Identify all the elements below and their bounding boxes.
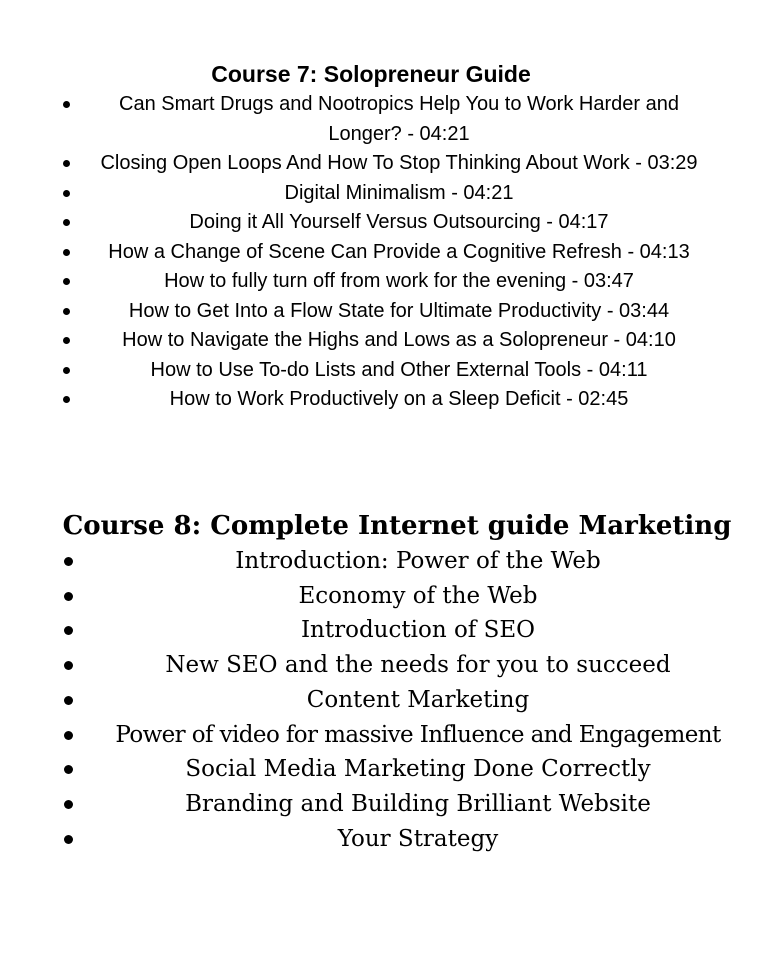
topic-title: New SEO and the needs for you to succeed <box>165 652 671 679</box>
bullet-icon <box>64 696 73 705</box>
bullet-icon <box>64 661 73 670</box>
bullet-icon <box>63 219 70 226</box>
list-item <box>0 90 768 149</box>
list-item <box>0 297 768 327</box>
list-item <box>0 648 768 683</box>
list-item <box>0 544 768 579</box>
list-item <box>0 822 768 857</box>
bullet-icon <box>63 278 70 285</box>
lesson-title: How a Change of Scene Can Provide a Cognitive Refresh - 04:13 <box>108 240 690 263</box>
list-item <box>0 579 768 614</box>
topic-title: Introduction: Power of the Web <box>235 548 601 574</box>
lesson-title: Can Smart Drugs and Nootropics Help You to Work Harder and Longer? - 04:21 <box>119 93 679 145</box>
course-7-section <box>0 58 768 415</box>
lesson-title: Doing it All Yourself Versus Outsourcing - 04:17 <box>189 211 609 233</box>
topic-title: Power of video for massive Influence and Engagement <box>115 721 721 748</box>
bullet-icon <box>64 765 73 774</box>
bullet-icon <box>63 367 70 374</box>
lesson-title: How to Use To-do Lists and Other External Tools - 04:11 <box>150 358 648 381</box>
bullet-icon <box>64 731 73 740</box>
lesson-title: How to fully turn off from work for the evening - 03:47 <box>164 270 634 292</box>
bullet-icon <box>64 835 73 844</box>
bullet-icon <box>63 396 70 403</box>
bullet-icon <box>63 249 70 256</box>
list-item <box>0 238 768 268</box>
bullet-icon <box>64 592 73 601</box>
bullet-icon <box>63 101 70 108</box>
list-item <box>0 752 768 787</box>
bullet-icon <box>63 308 70 315</box>
course-7-lesson-list <box>0 90 768 415</box>
bullet-icon <box>64 626 73 635</box>
list-item <box>0 356 768 386</box>
topic-title: Content Marketing <box>306 686 530 713</box>
bullet-icon <box>63 190 70 197</box>
topic-title: Your Strategy <box>337 825 499 852</box>
list-item <box>0 208 768 238</box>
list-item <box>0 683 768 718</box>
course-8-topic-list <box>0 544 768 856</box>
lesson-title: Digital Minimalism - 04:21 <box>284 181 514 204</box>
topic-title: Economy of the Web <box>298 582 538 609</box>
list-item <box>0 787 768 822</box>
topic-title: Social Media Marketing Done Correctly <box>185 756 651 783</box>
bullet-icon <box>63 160 70 167</box>
list-item <box>0 385 768 415</box>
list-item <box>0 179 768 209</box>
lesson-title: Closing Open Loops And How To Stop Thinking About Work - 03:29 <box>100 152 698 174</box>
course-7-title: Course 7: Solopreneur Guide <box>211 61 531 87</box>
course-8-title: Course 8: Complete Internet guide Marketing <box>62 511 732 541</box>
lesson-title: How to Work Productively on a Sleep Deficit - 02:45 <box>169 388 629 410</box>
course-8-section <box>0 508 768 856</box>
topic-title: Branding and Building Brilliant Website <box>185 790 651 817</box>
lesson-title: How to Navigate the Highs and Lows as a Solopreneur - 04:10 <box>122 329 676 351</box>
bullet-icon <box>64 557 73 566</box>
topic-title: Introduction of SEO <box>300 617 536 644</box>
bullet-icon <box>63 337 70 344</box>
list-item <box>0 149 768 179</box>
list-item <box>0 718 768 753</box>
list-item <box>0 267 768 297</box>
bullet-icon <box>64 800 73 809</box>
list-item <box>0 613 768 648</box>
list-item <box>0 326 768 356</box>
lesson-title: How to Get Into a Flow State for Ultimate Productivity - 03:44 <box>128 299 670 322</box>
